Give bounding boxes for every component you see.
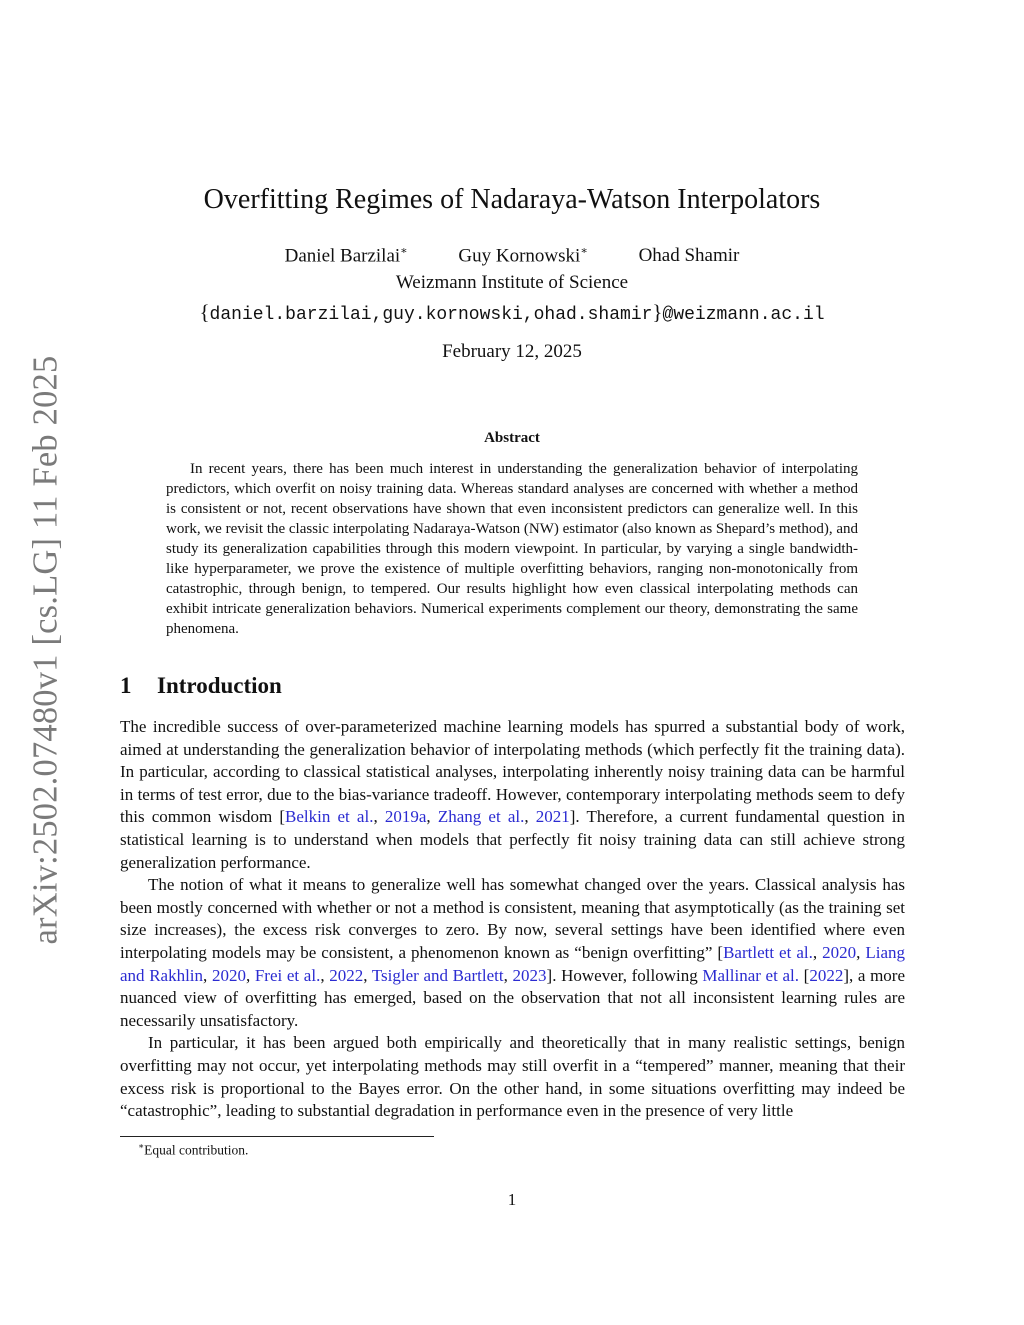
introduction-body bbox=[120, 716, 905, 1123]
author bbox=[639, 245, 740, 267]
text-run: , bbox=[320, 965, 330, 985]
equal-contribution-mark: ∗ bbox=[400, 245, 408, 257]
footnote-text: Equal contribution. bbox=[144, 1142, 249, 1158]
text-run: , bbox=[245, 965, 255, 985]
paragraph: In particular, it has been argued both empirically and theoretically that in many realistic settings, benign overfitting may not occur, yet interpolating methods may still overfit in a “tempered” manner, meaning that their excess risk is proportional to the Bayes error. On the other hand, in some situations overfitting may indeed be “catastrophic”, leading to substantial degradation in performance even in the presence of very little bbox=[120, 1033, 905, 1121]
text-run: , bbox=[856, 942, 866, 962]
equal-contribution-mark: ∗ bbox=[580, 245, 588, 257]
text-run: , bbox=[426, 807, 438, 827]
text-run: [ bbox=[799, 965, 810, 985]
text-run: , bbox=[203, 965, 212, 985]
email-domain: @weizmann.ac.il bbox=[662, 305, 825, 325]
citation-link[interactable]: Tsigler and Bartlett bbox=[371, 965, 504, 985]
citation-link[interactable]: Mallinar et al. bbox=[702, 965, 799, 985]
section-title: Introduction bbox=[157, 673, 282, 698]
author-list bbox=[0, 244, 1024, 267]
section-heading bbox=[120, 673, 282, 699]
author bbox=[458, 244, 587, 267]
citation-link[interactable]: 2020 bbox=[822, 942, 857, 962]
text-run: , bbox=[373, 807, 385, 827]
email-brace-open: { bbox=[199, 300, 210, 324]
arxiv-identifier: arXiv:2502.07480v1 [cs.LG] 11 Feb 2025 bbox=[26, 355, 65, 945]
citation-link[interactable]: 2019a bbox=[384, 807, 427, 827]
text-run: The notion of what it means to generalize well has somewhat changed over the years. Classical analysis has been mostly concerned with whether or not a method is consistent, meaning that asymptotically (as the training set size increases), the excess risk converges to zero. By now, several settings have been identified where even interpolating models may be consistent, a phenomenon known as “benign overfitting” [ bbox=[120, 875, 905, 962]
email-users: daniel.barzilai,guy.kornowski,ohad.shamir bbox=[209, 305, 653, 325]
text-run: ]. However, following bbox=[546, 965, 703, 985]
page-number: 1 bbox=[507, 1190, 517, 1209]
footnote-mark: ∗ bbox=[138, 1141, 145, 1151]
citation-link[interactable]: Frei et al. bbox=[254, 965, 321, 985]
paragraph bbox=[120, 874, 905, 1032]
citation-link[interactable]: 2020 bbox=[211, 965, 246, 985]
text-run: , bbox=[524, 807, 536, 827]
author bbox=[285, 244, 408, 267]
paper-date: February 12, 2025 bbox=[442, 341, 582, 362]
author-emails bbox=[0, 300, 1024, 325]
paper-title: Overfitting Regimes of Nadaraya-Watson Interpolators bbox=[203, 184, 821, 215]
author-name: Daniel Barzilai bbox=[284, 245, 401, 267]
citation-link[interactable]: Zhang et al. bbox=[437, 807, 525, 827]
affiliation: Weizmann Institute of Science bbox=[395, 272, 629, 293]
author-name: Guy Kornowski bbox=[458, 245, 581, 267]
section-number: 1 bbox=[120, 673, 132, 698]
citation-link[interactable]: 2023 bbox=[512, 965, 547, 985]
footnote-rule bbox=[120, 1136, 434, 1137]
text-run: , bbox=[812, 942, 823, 962]
abstract-heading: Abstract bbox=[484, 430, 540, 446]
citation-link[interactable]: Belkin et al. bbox=[285, 807, 374, 827]
author-name: Ohad Shamir bbox=[638, 245, 740, 267]
email-brace-close: } bbox=[652, 300, 663, 324]
arxiv-sidebar-stamp bbox=[24, 330, 68, 970]
citation-link[interactable]: 2022 bbox=[329, 965, 364, 985]
text-run: , bbox=[503, 965, 513, 985]
citation-link[interactable]: 2021 bbox=[535, 807, 570, 827]
text-run: ]. Therefore, a current fundamental question in statistical learning is to understand when models that perfectly fit noisy training data can still achieve strong generalization performance. bbox=[120, 807, 906, 872]
citation-link[interactable]: Liang and Rakhlin bbox=[120, 942, 905, 985]
abstract-text: In recent years, there has been much interest in understanding the generalization behavior of interpolating predictors, which overfit on noisy training data. Whereas standard analyses are concerned with whether a method is consistent or not, recent observations have shown that even inconsistent predictors can generalize well. In this work, we revisit the classic interpolating Nadaraya-Watson (NW) estimator (also known as Shepard’s method), and study its generalization capabilities through this modern viewpoint. In particular, by varying a single bandwidth-like hyperparameter, we prove the existence of multiple overfitting behaviors, ranging non-monotonically from catastrophic, through benign, to tempered. Our results highlight how even classical interpolating methods can exhibit intricate generalization behaviors. Numerical experiments complement our theory, demonstrating the same phenomena. bbox=[166, 461, 858, 637]
text-run: , bbox=[363, 965, 372, 985]
citation-link[interactable]: 2022 bbox=[809, 965, 844, 985]
text-run: ], a more nuanced view of overfitting has emerged, based on the observation that not all inconsistent learning rules are necessarily unsatisfactory. bbox=[120, 965, 905, 1030]
text-run: The incredible success of over-parameterized machine learning models has spurred a substantial body of work, aimed at understanding the generalization behavior of interpolating methods (which perfectly fit the training data). In particular, according to classical statistical analyses, interpolating inherently noisy training data can be harmful in terms of test error, due to the bias-variance tradeoff. However, contemporary interpolating methods seem to defy this common wisdom [ bbox=[120, 717, 905, 827]
footnote bbox=[138, 1141, 248, 1159]
citation-link[interactable]: Bartlett et al. bbox=[723, 942, 813, 962]
paragraph bbox=[120, 716, 905, 874]
